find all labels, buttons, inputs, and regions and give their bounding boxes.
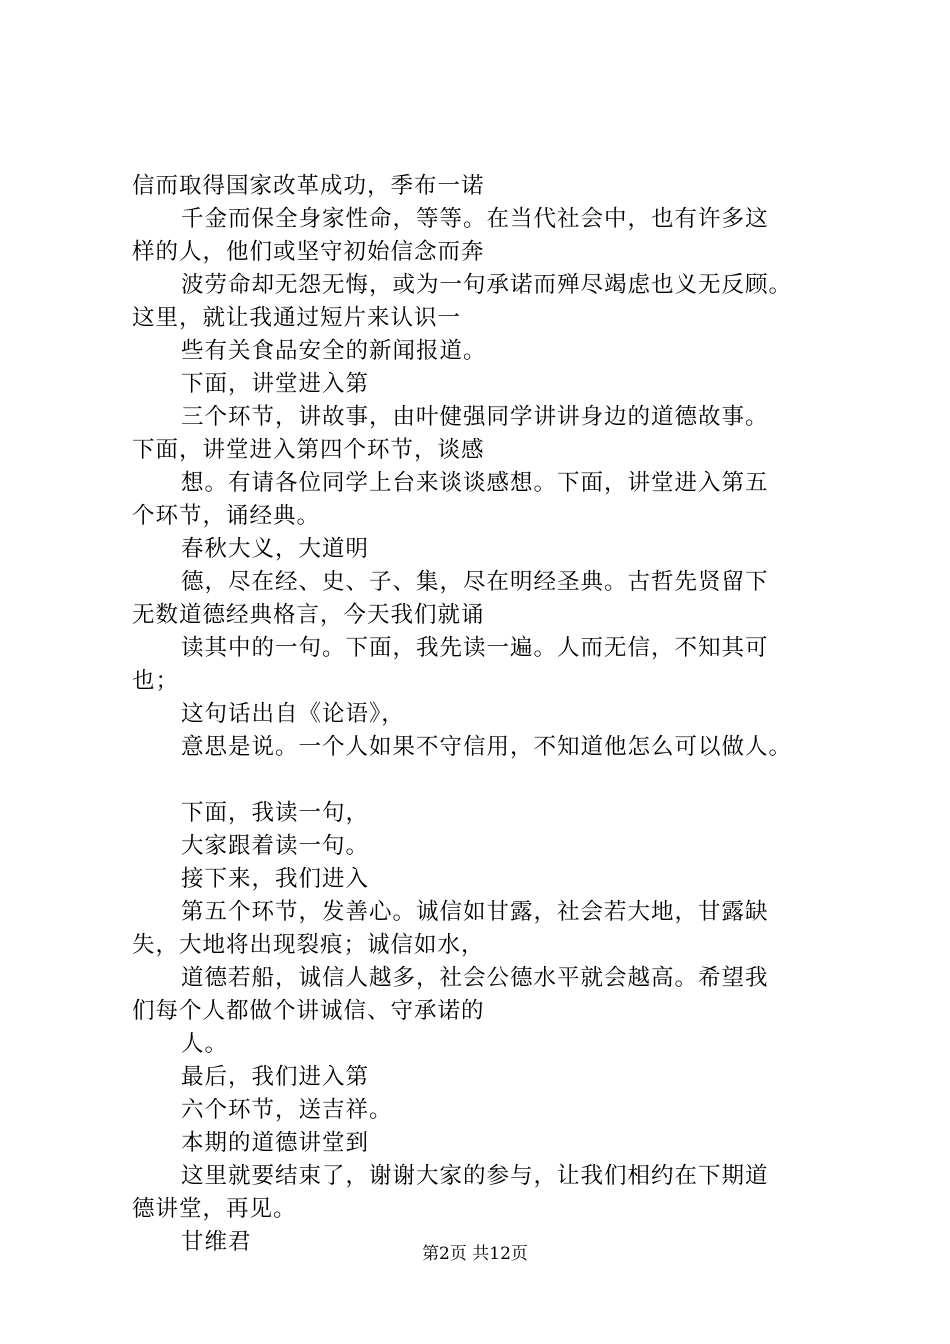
document-body [132,170,844,1259]
page-number-footer: 第2页 共12页 [422,1244,528,1264]
text-line: 下面，讲堂进入第四个环节，谈感 [132,437,485,463]
text-line: 们每个人都做个讲诚信、守承诺的 [132,998,485,1024]
text-line: 接下来，我们进入 [181,866,370,892]
text-line: 意思是说。一个人如果不守信用，不知道他怎么可以做人。 [181,734,793,760]
text-line: 读其中的一句。下面，我先读一遍。人而无信，不知其可 [181,635,769,661]
text-line: 下面，我读一句， [181,800,370,826]
text-line: 道德若船，诚信人越多，社会公德水平就会越高。希望我 [181,965,769,991]
text-line: 下面，讲堂进入第 [181,371,370,397]
text-line: 六个环节，送吉祥。 [181,1097,393,1123]
text-line: 无数道德经典格言，今天我们就诵 [132,602,485,628]
text-line: 大家跟着读一句。 [181,833,370,859]
text-line: 最后，我们进入第 [181,1064,370,1090]
text-line: 信而取得国家改革成功，季布一诺 [132,173,485,199]
text-line: 这里，就让我通过短片来认识一 [132,305,462,331]
text-line: 德讲堂，再见。 [132,1196,297,1222]
text-line: 第五个环节，发善心。诚信如甘露，社会若大地，甘露缺 [181,899,769,925]
text-line: 本期的道德讲堂到 [181,1130,370,1156]
text-line: 甘维君 [181,1229,252,1255]
text-line: 千金而保全身家性命，等等。在当代社会中，也有许多这 [181,206,769,232]
text-line: 三个环节，讲故事，由叶健强同学讲讲身边的道德故事。 [181,404,769,430]
text-line: 德，尽在经、史、子、集，尽在明经圣典。古哲先贤留下 [181,569,769,595]
text-line: 个环节，诵经典。 [132,503,321,529]
text-line: 波劳命却无怨无悔，或为一句承诺而殚尽竭虑也义无反顾。 [181,272,793,298]
text-line: 这里就要结束了，谢谢大家的参与，让我们相约在下期道 [181,1163,769,1189]
text-line: 些有关食品安全的新闻报道。 [181,338,487,364]
text-line: 人。 [181,1031,229,1057]
text-line: 失，大地将出现裂痕；诚信如水， [132,932,485,958]
blank-line [132,764,844,797]
text-line: 春秋大义，大道明 [181,536,370,562]
text-line: 样的人，他们或坚守初始信念而奔 [132,239,485,265]
text-line: 这句话出自《论语》， [181,701,405,727]
text-line: 想。有请各位同学上台来谈谈感想。下面，讲堂进入第五 [181,470,769,496]
text-line: 也； [132,668,180,694]
